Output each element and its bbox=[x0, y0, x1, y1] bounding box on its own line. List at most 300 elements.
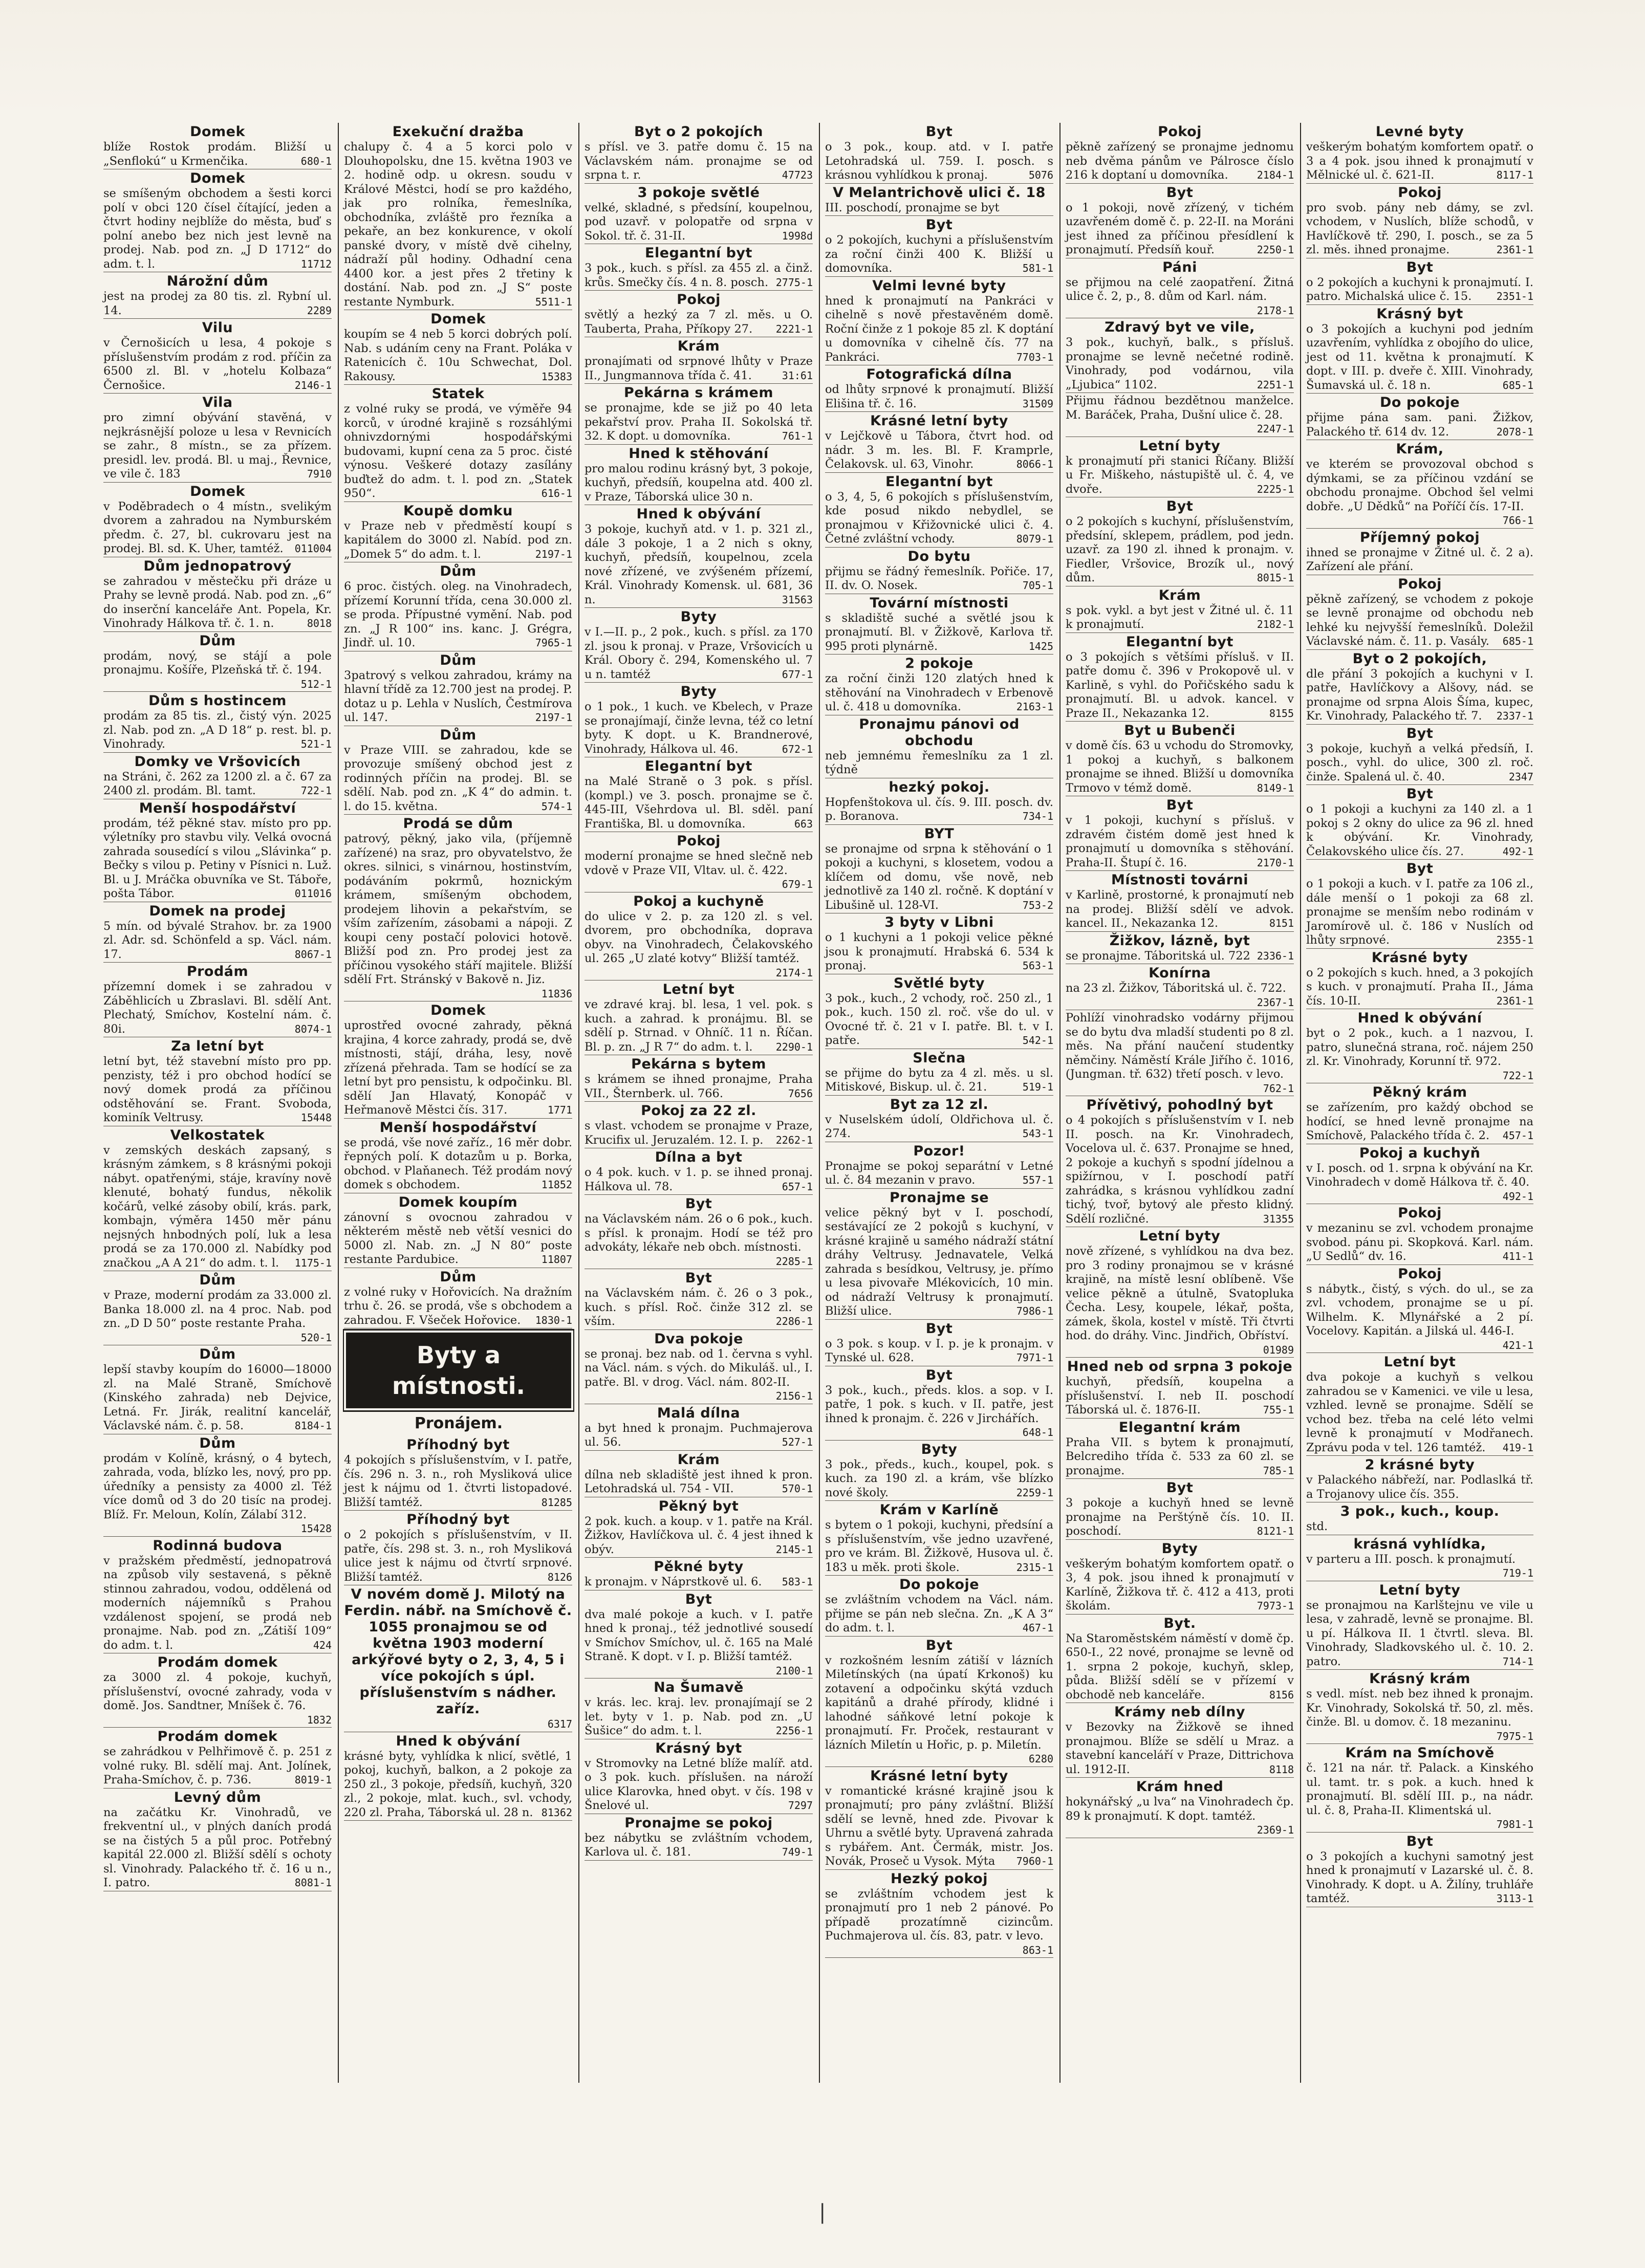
classified-ad bbox=[1066, 438, 1294, 498]
ad-text: se pronajme, kde se již po 40 leta pekařství prov. Praha II. Sokolská tř. 32. K dopt. u domovníka. 761-1 bbox=[585, 401, 813, 443]
ad-text: hned k pronajmutí na Pankráci v cihelně s nově přestavěném domě. Roční činže z 1 pokoje 85 zl. K doptání u domovníka v cihelně čís. 77 na Pankráci. 7703-1 bbox=[825, 294, 1053, 364]
ad-reference-number: 81285 bbox=[541, 1496, 572, 1509]
ad-heading: Letní byty bbox=[1139, 438, 1221, 454]
ad-heading: Pronajme se bbox=[889, 1189, 989, 1206]
classified-ad bbox=[1066, 933, 1294, 965]
classified-ad bbox=[585, 1498, 813, 1558]
ad-text: a byt hned k pronajm. Puchmajerova ul. 56. 527-1 bbox=[585, 1421, 813, 1449]
classified-ad bbox=[1066, 1228, 1294, 1358]
ad-reference-number: 766-1 bbox=[1502, 514, 1533, 527]
column-1 bbox=[102, 123, 334, 2083]
classified-ad bbox=[1066, 124, 1294, 184]
ad-heading: Pokoj a kuchyň bbox=[1359, 1145, 1481, 1161]
ad-separator bbox=[103, 691, 332, 692]
classified-ad bbox=[825, 1442, 1053, 1501]
classified-ad bbox=[825, 975, 1053, 1049]
ad-text: bez nábytku se zvláštním vchodem, Karlova ul. č. 181. 749-1 bbox=[585, 1831, 813, 1859]
ad-heading: Menší hospodářství bbox=[379, 1119, 537, 1136]
classified-ad bbox=[1306, 1266, 1533, 1354]
classified-ad bbox=[103, 273, 332, 319]
ad-heading: Malá dílna bbox=[657, 1405, 741, 1421]
ad-text: se zahrádkou v Pelhřimově č. p. 251 z volné ruky. Bl. sdělí maj. Ant. Jolínek, Praha-Smíchov, č. p. 736. 8019-1 bbox=[103, 1745, 332, 1786]
ad-text: nově zřízené, s vyhlídkou na dva bez. pro 3 rodiny pronajmou se v krásné krajině, na místě lesní oblíbeně. Vše velice pěkně a útulně, Svatopluka Čecha. Lesy, koupele, lékař, pošta, zámek, škola, kostel v místě. Tři čtvrti hod. do dráhy. Vinc. Jindřich, Obříství. 01989 bbox=[1066, 1245, 1294, 1343]
classified-ad bbox=[103, 903, 332, 963]
ad-reference-number: 761-1 bbox=[782, 430, 813, 442]
ad-heading: Místnosti továrni bbox=[1111, 872, 1249, 888]
ad-text: prodám za 85 tis. zl., čistý výn. 2025 zl. Nab. pod zn. „A D 18“ p. rest. bl. p. Vinohrady. 521-1 bbox=[103, 709, 332, 751]
ad-heading: Elegantní byt bbox=[885, 473, 993, 490]
ad-heading: Krám bbox=[1158, 587, 1201, 603]
classified-ad bbox=[825, 914, 1053, 974]
ad-heading: Krám hned bbox=[1136, 1779, 1224, 1795]
classified-ad bbox=[1066, 797, 1294, 871]
ad-reference-number: 519-1 bbox=[1022, 1081, 1053, 1093]
ad-text: se pronaj. bez nab. od 1. června s vyhl. na Václ. nám. s vých. do Mikuláš. ul., I. patře. Bl. v drog. Václ. nám. 802-II. 2156-1 bbox=[585, 1347, 813, 1390]
column-rule bbox=[338, 123, 339, 2083]
ad-text: pro zimní obývání stavěná, v nejkrásnější poloze u lesa v Revnicích se zahr., 8 místn., se za přízem. presidl. lev. prodá. Bl. u maj., Řevnice, ve vile č. 183 7910 bbox=[103, 411, 332, 481]
ad-text: přízemní domek i se zahradou v Záběhlicích u Zbraslavi. Bl. sdělí Ant. Plechatý, Smíchov, Kostelní nám. č. 80i. 8074-1 bbox=[103, 980, 332, 1036]
ad-separator bbox=[825, 824, 1053, 825]
ad-heading: Letní byty bbox=[1139, 1228, 1221, 1244]
ad-reference-number: 8156 bbox=[1269, 1688, 1294, 1701]
ad-text: o 2 pokojích s kuchyní, příslušenstvím, předsíní, sklepem, prádlem, pod jedn. uzavř. za 190 zl. ihned k pronajm. v. Fiedler, Vršovice, Brozík ul., nový dům. 8015-1 bbox=[1066, 515, 1294, 584]
ad-separator bbox=[1066, 1539, 1294, 1540]
ad-text: na Václavském nám. 26 o 6 pok., kuch. s přísl. k pronajm. Hodí se též pro advokáty, lékaře neb obch. místnosti. 2285-1 bbox=[585, 1212, 813, 1255]
ad-reference-number: 2197-1 bbox=[535, 548, 572, 560]
ad-reference-number: 31355 bbox=[1263, 1212, 1294, 1225]
ad-text: moderní pronajme se hned slečně neb vdově v Praze VII, Vltav. ul. č. 422. 679-1 bbox=[585, 849, 813, 878]
ad-heading: Byty bbox=[921, 1441, 958, 1457]
classified-ad bbox=[825, 595, 1053, 655]
ad-reference-number: 15428 bbox=[300, 1522, 332, 1535]
column-5 bbox=[1065, 123, 1296, 2083]
ad-reference-number: 8018 bbox=[307, 617, 332, 629]
ad-heading: 2 pokoje bbox=[905, 656, 973, 671]
ad-text: koupím se 4 neb 5 korci dobrých polí. Nab. s udáním ceny na Frant. Poláka v Ratenicích č. 10u Schwechat, Dol. Rakousy. 15383 bbox=[344, 328, 572, 383]
ad-heading: Prodám domek bbox=[157, 1729, 278, 1744]
ad-separator bbox=[825, 1188, 1053, 1189]
ad-text: lepší stavby koupím do 16000—18000 zl. na Malé Straně, Smíchově (Kinského zahrada) neb Dejvice, Letná. Fr. Jirák, realitní kancelář, Václavské nám. č. p. 58. 8184-1 bbox=[103, 1363, 332, 1432]
ad-heading: Tovární místnosti bbox=[870, 595, 1009, 611]
ad-reference-number: 2361-1 bbox=[1496, 994, 1533, 1007]
classified-ad bbox=[344, 1002, 572, 1119]
ad-reference-number: 81362 bbox=[541, 1806, 572, 1819]
ad-heading: Hezký pokoj bbox=[891, 1870, 988, 1887]
classified-ad bbox=[344, 1437, 572, 1511]
ad-reference-number: 583-1 bbox=[782, 1576, 813, 1588]
ad-text: se pronajme. Táboritská ul. 722 2336-1 bbox=[1066, 949, 1294, 963]
ad-heading: Vila bbox=[202, 395, 233, 410]
classified-ad bbox=[1306, 1671, 1533, 1744]
ad-reference-number: 2256-1 bbox=[775, 1725, 813, 1737]
ad-reference-number: 574-1 bbox=[541, 800, 572, 813]
ad-text: o 1 pok., 1 kuch. ve Kbelech, v Praze se pronajímají, činže levna, též co letní byty. K dopt. u K. Brandnerové, Vinohrady, Hálkova ul. 46. 672-1 bbox=[585, 700, 813, 756]
classified-ad bbox=[825, 1097, 1053, 1142]
ad-text: v zemských deskách zapsaný, s krásným zámkem, s 8 krásnými pokoji nábyt. opatřenými, stáje, kravíny nově klenuté, bohatý fundus, několik kočárů, velké zásoby obilí, krás. park, kombajn, výměra 1450 měr pánu nejsných hnbodných polí, luk a lesa prodá se za 170.000 zl. Nabídky pod značkou „A A 21“ do adm. t. l. 1175-1 bbox=[103, 1143, 332, 1270]
classified-ad bbox=[1306, 576, 1533, 650]
ad-reference-number: 2369-1 bbox=[1257, 1824, 1294, 1836]
classified-ad bbox=[1066, 185, 1294, 258]
ad-separator bbox=[1066, 931, 1294, 932]
ad-separator bbox=[825, 654, 1053, 655]
ad-reference-number: 1830-1 bbox=[535, 1314, 572, 1326]
ad-separator bbox=[585, 290, 813, 291]
ad-heading: Levný dům bbox=[174, 1789, 262, 1805]
ad-text: v 1 pokoji, kuchyní s přísluš. v zdravém čistém domě jest hned k pronajmutí u domovníka s stěhování. Praha-II. Štupí č. 16. 2170-1 bbox=[1066, 814, 1294, 869]
ad-separator bbox=[1066, 721, 1294, 722]
classified-ad bbox=[1066, 319, 1294, 393]
ad-separator bbox=[585, 607, 813, 608]
ad-heading: Byt bbox=[685, 1270, 712, 1286]
ad-reference-number: 648-1 bbox=[1022, 1426, 1053, 1438]
ad-text: 3 pok., kuch., předs. klos. a sop. v I. patře, 1 pok. s kuch. v II. patře, jest ihned k pronajm. č. 226 v Jirchářích. 648-1 bbox=[825, 1384, 1053, 1426]
ad-reference-number: 2225-1 bbox=[1257, 483, 1294, 495]
ad-text: v Praze VIII. se zahradou, kde se provozuje smíšený obchod jest z rodinných příčin na prodej. Bl. se sdělí. Nab. pod zn. „K 4“ do admin. t. l. do 15. května. 574-1 bbox=[344, 743, 572, 813]
ad-reference-number: 2250-1 bbox=[1257, 244, 1294, 256]
ad-heading: Pokoj bbox=[1398, 576, 1442, 592]
ad-heading: Byt bbox=[1166, 797, 1194, 813]
classified-ad bbox=[585, 1452, 813, 1497]
ad-reference-number: 8019-1 bbox=[294, 1774, 332, 1786]
ad-heading: Pokoj bbox=[1398, 1266, 1442, 1282]
ad-reference-number: 7975-1 bbox=[1496, 1730, 1533, 1742]
classified-ad bbox=[825, 1367, 1053, 1441]
ad-text: prodám, též pěkné stav. místo pro pp. výletníky pro stavbu vily. Velká ovocná zahrada sousedící s vilou „Slávinka“ p. Bečky s vilou p. Petiny v Písnici n. Luž. Bl. u J. Mráčka obuvníka ve St. Táboře, pošta Tábor. 011016 bbox=[103, 816, 332, 900]
ad-text: světlý a hezký za 7 zl. měs. u O. Tauberta, Praha, Příkopy 27. 2221-1 bbox=[585, 308, 813, 336]
ad-reference-number: 542-1 bbox=[1022, 1034, 1053, 1046]
ad-reference-number: 2290-1 bbox=[775, 1040, 813, 1053]
column-6 bbox=[1305, 123, 1535, 2083]
ad-text: se zahradou v městečku při dráze u Prahy se levně prodá. Nab. pod zn. „6“ do inserční kanceláře Ant. Popela, Kr. Vinohrady Hálkova tř. č. 1. n. 8018 bbox=[103, 574, 332, 630]
ad-reference-number: 11712 bbox=[300, 257, 332, 270]
ad-reference-number: 8121-1 bbox=[1257, 1525, 1294, 1537]
classified-ad bbox=[1066, 1097, 1294, 1227]
ad-reference-number: 527-1 bbox=[782, 1436, 813, 1448]
ad-separator bbox=[585, 183, 813, 184]
classified-ad bbox=[585, 1103, 813, 1148]
ad-heading: Prodám domek bbox=[157, 1654, 278, 1670]
ad-text: velice pěkný byt v I. poschodí, sestávající ze 2 pokojů s kuchyní, v krásné krajině u samého nádraží státní dráhy Veltrusy. Jednavatele, Velká zahrada s besídkou, Veltrusy, je. přímo u lesa pivovaře Mlékovicích, 10 min. od nádraží Veltrusy k pronajmutí. Bližší ulice. 7986-1 bbox=[825, 1206, 1053, 1318]
ad-separator bbox=[1306, 948, 1533, 949]
classified-ad bbox=[825, 656, 1053, 715]
ad-heading: Elegantní byt bbox=[1126, 634, 1233, 650]
classified-ad bbox=[103, 693, 332, 753]
ad-text: se zařízením, pro každý obchod se hodící, se hned levně pronajme na Smíchově, Palackého třída č. 2. 457-1 bbox=[1306, 1101, 1533, 1142]
column-rule bbox=[1059, 123, 1060, 2083]
ad-text: 3 pokoje a kuchyň hned se levně pronajme na Perštýně čís. 10. II. poschodí. 8121-1 bbox=[1066, 1496, 1294, 1538]
ad-text: s vedl. míst. neb bez ihned k pronajm. Kr. Vinohrady, Sokolská tř. 50, zl. měs. činže. Bl. u domov. č. 18 mezaninu. 7975-1 bbox=[1306, 1687, 1533, 1730]
classified-ad bbox=[825, 1871, 1053, 1958]
ad-reference-number: 492-1 bbox=[1502, 845, 1533, 858]
ad-text: dva malé pokoje a kuch. v I. patře hned k pronaj., též jednotlivé sousedí v Smíchov Smíchov, ul. č. 165 na Malé Straně. K dopt. v I. p. Bližší tamtéž. 2100-1 bbox=[585, 1608, 813, 1664]
ad-heading: Byt bbox=[925, 1320, 953, 1337]
ad-reference-number: 7910 bbox=[307, 468, 332, 480]
ad-text: 3patrový s velkou zahradou, krámy na hlavní třídě za 12.700 jest na prodej. P. dotaz u p. Lehla v Nuslích, Čestmírova ul. 147. 2197-1 bbox=[344, 668, 572, 724]
classified-ad bbox=[103, 1790, 332, 1891]
ad-separator bbox=[1066, 1357, 1294, 1358]
ad-heading: Byt bbox=[925, 217, 953, 233]
ad-separator bbox=[1306, 1264, 1533, 1265]
ad-text: za 3000 zl. 4 pokoje, kuchyň, příslušenství, ovocné zahrady, voda v domě. Jos. Sandtner, Mníšek č. 76. 1832 bbox=[103, 1671, 332, 1713]
ad-separator bbox=[344, 1510, 572, 1511]
ad-reference-number: 15383 bbox=[541, 370, 572, 383]
classified-ad bbox=[103, 1272, 332, 1345]
ad-text: se zvláštním vchodem na Václ. nám. přijme se pán neb slečna. Zn. „K A 3“ do adm. t. l. 467-1 bbox=[825, 1593, 1053, 1634]
ad-reference-number: 2251-1 bbox=[1257, 378, 1294, 391]
ad-text: o 3 pokojích s většími přísluš. v II. patře domu č. 396 v Prokopově ul. v Karlině, s vyhl. do Pořičského sadu k pronajmutí. Bl. u advok. kancel. v Praze II., Nekazanka 12. 8155 bbox=[1066, 650, 1294, 720]
ad-text: 3 pok., kuch. s přísl. za 455 zl. a činž. krůs. Smečky čís. 4 n. 8. posch. 2775-1 bbox=[585, 261, 813, 289]
ad-reference-number: 31509 bbox=[1022, 397, 1053, 410]
ad-text: s bytem o 1 pokoji, kuchyni, předsíní a s příslušenstvím, vše jedno uzavřené, pro ve krám. Bl. Žižkově, Husova ul. č. 183 u měk. proti škole. 2315-1 bbox=[825, 1518, 1053, 1574]
classified-ad bbox=[825, 1577, 1053, 1637]
classified-ad bbox=[344, 1194, 572, 1268]
ad-reference-number: 31563 bbox=[782, 593, 813, 606]
ad-heading: Pokoj bbox=[1398, 1205, 1442, 1221]
ad-reference-number: 5511-1 bbox=[535, 295, 572, 308]
ad-heading: Dům bbox=[440, 727, 477, 743]
ad-separator bbox=[103, 393, 332, 394]
classified-ad bbox=[344, 124, 572, 310]
classified-ad bbox=[1066, 1011, 1294, 1096]
ad-reference-number: 8081-1 bbox=[294, 1877, 332, 1889]
section-banner: Byty a místnosti. bbox=[346, 1333, 571, 1408]
ad-reference-number: 1425 bbox=[1028, 640, 1053, 652]
ad-separator bbox=[585, 1860, 813, 1861]
ad-reference-number: 6317 bbox=[547, 1718, 572, 1730]
ad-reference-number: 7981-1 bbox=[1496, 1818, 1533, 1830]
classified-ad bbox=[585, 982, 813, 1055]
ad-heading: Krám na Smíchově bbox=[1345, 1745, 1495, 1761]
classified-ad bbox=[103, 1538, 332, 1654]
ad-reference-number: 2259-1 bbox=[1016, 1486, 1053, 1499]
classified-ad bbox=[103, 1729, 332, 1789]
classified-ad bbox=[1306, 1354, 1533, 1456]
ad-reference-number: 2285-1 bbox=[775, 1255, 813, 1268]
ad-separator bbox=[344, 814, 572, 815]
ad-reference-number: 7703-1 bbox=[1016, 351, 1053, 363]
ad-heading: Dům jednopatrový bbox=[143, 558, 292, 574]
ad-reference-number: 563-1 bbox=[1022, 959, 1053, 972]
ad-text: ve kterém se provozoval obchod s dýmkami, se za příčinou vzdání se obchodu pronajme. Obchod šel velmi dobře. „U Dědků“ na Poříčí čís. 17-II. 766-1 bbox=[1306, 457, 1533, 514]
ad-separator bbox=[1066, 1478, 1294, 1479]
ad-reference-number: 011016 bbox=[294, 887, 332, 900]
ad-separator bbox=[1306, 304, 1533, 305]
ad-heading: Za letní byt bbox=[171, 1038, 264, 1054]
ad-heading: Dílna a byt bbox=[655, 1149, 743, 1165]
ad-separator bbox=[103, 962, 332, 963]
ad-heading: Krám v Karlíně bbox=[879, 1502, 999, 1518]
ad-text: se smíšeným obchodem a šesti korci polí v obci 120 čísel čítající, jeden a čtvrt hodiny nejblíže do města, buď s polní anebo bez nich jest levně na prodej. Nab. pod zn. „J D 1712“ do adm. t. l. 11712 bbox=[103, 187, 332, 271]
ad-separator bbox=[585, 1194, 813, 1195]
ad-heading: Domek bbox=[430, 1002, 486, 1018]
ad-heading: V Melantrichově ulici č. 18 bbox=[833, 184, 1046, 201]
classified-ad bbox=[585, 1196, 813, 1269]
ad-text: o 4 pok. kuch. v 1. p. se ihned pronaj. Hálkova ul. 78. 657-1 bbox=[585, 1166, 813, 1193]
ad-heading: Dům bbox=[199, 1272, 236, 1288]
ad-text: o 3 pokojích a kuchyni samotný jest hned k pronajmutí v Lazarské ul. č. 8. Vinohrady. K dopt. u A. Žilíny, truhláře tamtéž. 3113-1 bbox=[1306, 1849, 1533, 1905]
ad-heading: Hned k obývání bbox=[1357, 1010, 1482, 1026]
ad-heading: Příhodný byt bbox=[406, 1512, 510, 1528]
classified-ad bbox=[1066, 634, 1294, 722]
classified-ad bbox=[585, 1331, 813, 1404]
ad-text: 4 pokojích s příslušenstvím, v I. patře, čís. 296 n. 3. n., roh Mysliková ulice jest k nájmu od 1. čtvrti listopadové. Bližší tamtéž. 81285 bbox=[344, 1453, 572, 1509]
ad-reference-number: 2146-1 bbox=[294, 379, 332, 391]
ad-reference-number: 2178-1 bbox=[1257, 304, 1294, 317]
ad-text: se pronajmou na Karlštejnu ve vile u lesa, v zahradě, levně se pronajme. Bl. u pí. Hálkova II. 1 čtvrtl. sleva. Bl. Vinohrady, Sladkovského ul. č. 10. 2. patro. 714-1 bbox=[1306, 1598, 1533, 1668]
ad-reference-number: 679-1 bbox=[782, 878, 813, 890]
ad-reference-number: 2262-1 bbox=[775, 1133, 813, 1146]
ad-separator bbox=[103, 1536, 332, 1537]
ad-reference-number: 7971-1 bbox=[1016, 1351, 1053, 1364]
ad-reference-number: 11807 bbox=[541, 1253, 572, 1266]
ad-text: 3 pok., kuch., 2 vchody, roč. 250 zl., 1 pok., kuch. 150 zl. roč. vše do ul. v Ovocné tř. č. 21 v I. patře. Bl. t. v I. patře. 542-1 bbox=[825, 991, 1053, 1047]
ad-separator bbox=[585, 1101, 813, 1102]
ad-separator bbox=[1306, 1743, 1533, 1744]
column-rule bbox=[578, 123, 579, 2083]
ad-separator bbox=[825, 1869, 1053, 1870]
ad-heading: Domek koupím bbox=[398, 1194, 518, 1210]
ad-text: se přijme do bytu za 4 zl. měs. u sl. Mitiskové, Biskup. ul. č. 21. 519-1 bbox=[825, 1066, 1053, 1094]
ad-heading: Do bytu bbox=[907, 548, 971, 564]
ad-reference-number: 8155 bbox=[1269, 707, 1294, 719]
ad-text: veškerým bohatým komfortem opatř. o 3 a 4 pok. jsou ihned k pronajmutí v Mělnické ul. č. 621-II. 8117-1 bbox=[1306, 140, 1533, 182]
section-subhead: Pronájem. bbox=[414, 1414, 503, 1432]
ad-text: s pok. vykl. a byt jest v Žitné ul. č. 11 k pronajmutí. 2182-1 bbox=[1066, 603, 1294, 631]
ad-text: Na Staroměstském náměstí v domě čp. 650-I., 22 nové, pronajme se levně od 1. srpna 2 pokoje, kuchyň, sklep, půda. Bližší sdělí se v přízemí v obchodě neb kanceláře. 8156 bbox=[1066, 1631, 1294, 1702]
ad-heading: Krám bbox=[677, 338, 720, 354]
classified-ad bbox=[585, 684, 813, 757]
ad-text: v domě čís. 63 u vchodu do Stromovky, 1 pokoj a kuchyň, s balkonem pronajme se ihned. Bližší u domovníka Trmovo v témž domě. 8149-1 bbox=[1066, 739, 1294, 795]
ad-heading: Pokoj za 22 zl. bbox=[641, 1103, 756, 1119]
ad-heading: Krásný byt bbox=[655, 1740, 742, 1756]
ad-text: byt o 2 pok., kuch. a 1 nazvou, I. patro, slunečná strana, roč. nájem 250 zl. Kr. Vinohrady, Korunní tř. 972. 722-1 bbox=[1306, 1027, 1533, 1069]
ad-reference-number: 7965-1 bbox=[535, 637, 572, 649]
ad-reference-number: 2100-1 bbox=[775, 1664, 813, 1677]
classified-ad bbox=[1306, 124, 1533, 184]
ad-heading: 2 krásné byty bbox=[1365, 1457, 1475, 1473]
ad-heading: Přívětivý, pohodlný byt bbox=[1086, 1097, 1273, 1113]
ad-heading: Elegantní byt bbox=[645, 758, 752, 774]
classified-ad bbox=[585, 446, 813, 506]
ad-reference-number: 7297 bbox=[788, 1799, 813, 1812]
ad-text: 3 pokoje, kuchyň a velká předsíň, I. posch., vyhl. do ulice, 300 zl. roč. činže. Spalená ul. č. 40. 2347 bbox=[1306, 742, 1533, 783]
ad-text: do ulice v 2. p. za 120 zl. s vel. dvorem, pro obchodníka, doprava obyv. na Vinohradech, Čelakovského ul. 265 „U zlaté kotvy“ Bližší tamtéž. 2174-1 bbox=[585, 910, 813, 966]
classified-ad bbox=[825, 217, 1053, 277]
ad-heading: Pokoj bbox=[1398, 184, 1442, 201]
ad-separator bbox=[585, 383, 813, 384]
ad-heading: Byt o 2 pokojích, bbox=[1352, 650, 1487, 667]
classified-ad bbox=[1066, 1704, 1294, 1778]
classified-ad bbox=[585, 338, 813, 384]
ad-text: pro svob. pány neb dámy, se zvl. vchodem, v Nuslích, blíže schodů, v Havlíčkově tř. 290, I. posch., se za 5 zl. měs. ihned pronajme. 2361-1 bbox=[1306, 201, 1533, 256]
ad-text: pro malou rodinu krásný byt, 3 pokoje, kuchyň, předsíň, koupelna atd. 400 zl. v Praze, Táborská ulice 30 n. bbox=[585, 462, 813, 504]
ad-text: k pronajmutí při stanici Říčany. Bližší u Fr. Miškeho, nástupiště ul. č. 4, ve dvoře. 2225-1 bbox=[1066, 454, 1294, 496]
ad-heading: Pekárna s krámem bbox=[624, 385, 773, 401]
ad-separator bbox=[344, 1820, 572, 1821]
classified-ad bbox=[103, 484, 332, 557]
classified-ad bbox=[1306, 1503, 1533, 1535]
classified-ad bbox=[103, 1654, 332, 1728]
ad-heading: Dům bbox=[440, 1269, 477, 1285]
ad-separator bbox=[585, 1557, 813, 1558]
ad-reference-number: 2367-1 bbox=[1257, 996, 1294, 1009]
ad-heading: Byt. bbox=[1163, 1615, 1196, 1631]
classified-ad bbox=[344, 1120, 572, 1193]
classified-ad bbox=[103, 170, 332, 272]
classified-ad bbox=[1066, 587, 1294, 633]
ad-text: o 2 pokojích a kuchyni k pronajmutí. I. patro. Michalská ulice č. 15. 2351-1 bbox=[1306, 275, 1533, 303]
classified-ad bbox=[585, 1149, 813, 1195]
ad-text: o 2 pokojích s příslušenstvím, v II. patře, čís. 298 st. 3. n., roh Mysliková ulice jest k nájmu od čtvrtí srpnové. Bližší tamtéž. 8126 bbox=[344, 1528, 572, 1584]
classified-ad bbox=[1306, 306, 1533, 394]
ad-heading: Byt o 2 pokojích bbox=[634, 124, 763, 140]
classified-ad bbox=[1066, 498, 1294, 586]
ad-reference-number: 734-1 bbox=[1022, 810, 1053, 822]
classified-ad bbox=[344, 386, 572, 502]
ad-reference-number: 581-1 bbox=[1022, 262, 1053, 274]
ad-heading: hezký pokoj. bbox=[889, 779, 990, 795]
ad-text: v Bezovky na Žižkově se ihned pronajmou. Blíže se sdělí u Mraz. a stavební kanceláří v Praze, Dittrichova ul. 1912-II. 8118 bbox=[1066, 1720, 1294, 1776]
ad-reference-number: 2315-1 bbox=[1016, 1561, 1053, 1574]
ad-heading: BYT bbox=[924, 825, 955, 842]
ad-heading: Pozor! bbox=[913, 1143, 965, 1159]
classified-ad bbox=[1066, 965, 1294, 1010]
ad-heading: Byt bbox=[1406, 861, 1434, 877]
classified-ad bbox=[344, 311, 572, 385]
ad-reference-number: 8184-1 bbox=[294, 1420, 332, 1432]
ad-heading: Elegantní byt bbox=[645, 245, 752, 261]
classified-ad bbox=[585, 124, 813, 184]
ad-text: s krámem se ihned pronajme, Praha VII., Šternberk. ul. 766. 7656 bbox=[585, 1073, 813, 1100]
ad-heading: Příhodný byt bbox=[406, 1437, 510, 1453]
classified-ad bbox=[103, 558, 332, 632]
ad-reference-number: 2336-1 bbox=[1257, 949, 1294, 962]
ad-text: pěkně zařízený se pronajme jednomu neb dvěma pánům ve Pálrosce číslo 216 k doptaní u domovníka. 2184-1 bbox=[1066, 140, 1294, 182]
ad-separator bbox=[1066, 1614, 1294, 1615]
classified-ad bbox=[585, 506, 813, 608]
classified-ad bbox=[825, 185, 1053, 216]
ad-heading: 3 byty v Libni bbox=[884, 914, 994, 930]
ad-reference-number: 2078-1 bbox=[1496, 425, 1533, 438]
classified-ad bbox=[1306, 1536, 1533, 1581]
ad-heading: Byt bbox=[1406, 786, 1434, 802]
ad-heading: Letní byt bbox=[662, 982, 735, 997]
classified-ad bbox=[344, 563, 572, 651]
ad-text: pěkně zařízený, se vchodem z pokoje se levně pronajme od obchodu neb lehké ku nejvyšší řemeslníků. Doležil Václavské nám. č. 11. p. Vasály. 685-1 bbox=[1306, 592, 1533, 648]
classified-ad bbox=[825, 366, 1053, 412]
ad-text: č. 121 na nár. tř. Palack. a Kinského ul. tamt. tr. s pok. a kuch. hned k pronajmutí. Bl. sdělí III. p., na nádr. ul. č. 8, Praha-II. Klimentská ul. 7981-1 bbox=[1306, 1761, 1533, 1818]
ad-text: Pronajme se pokoj separátní v Letné ul. č. 84 mezanin v pravo. 557-1 bbox=[825, 1159, 1053, 1187]
ad-heading: Byt za 12 zl. bbox=[890, 1096, 989, 1113]
classified-ad bbox=[1306, 185, 1533, 258]
ad-text: 3 pok., předs., kuch., koupel, pok. s kuch. za 190 zl. a krám, vše blízko nové školy. 2259-1 bbox=[825, 1457, 1053, 1499]
ad-text: na začátku Kr. Vinohradů, ve frekventní ul., v plných daních prodá se na čistých 5 a půl proc. Potřebný kapitál 22.000 zl. Bližší sdělí s ochoty sl. Vinohrady. Palackého tř. č. 16 u n., I. patro. 8081-1 bbox=[103, 1805, 332, 1889]
ad-text: přijmu se řádný řemeslník. Pořiče. 17, II. dv. O. Nosek. 705-1 bbox=[825, 564, 1053, 592]
ad-separator bbox=[825, 472, 1053, 473]
ad-separator bbox=[1066, 392, 1294, 393]
classified-ad bbox=[344, 1586, 572, 1732]
ad-reference-number: 2351-1 bbox=[1496, 290, 1533, 302]
ad-reference-number: 5076 bbox=[1028, 169, 1053, 181]
ad-separator bbox=[1306, 528, 1533, 529]
ad-reference-number: 424 bbox=[313, 1639, 332, 1651]
ad-separator bbox=[103, 482, 332, 483]
ad-heading: Krám bbox=[677, 1451, 720, 1468]
ad-reference-number: 672-1 bbox=[782, 743, 813, 755]
ad-heading: Levné byty bbox=[1375, 124, 1464, 140]
ad-heading: Dům s hostincem bbox=[148, 693, 287, 709]
ad-reference-number: 8118 bbox=[1269, 1763, 1294, 1776]
